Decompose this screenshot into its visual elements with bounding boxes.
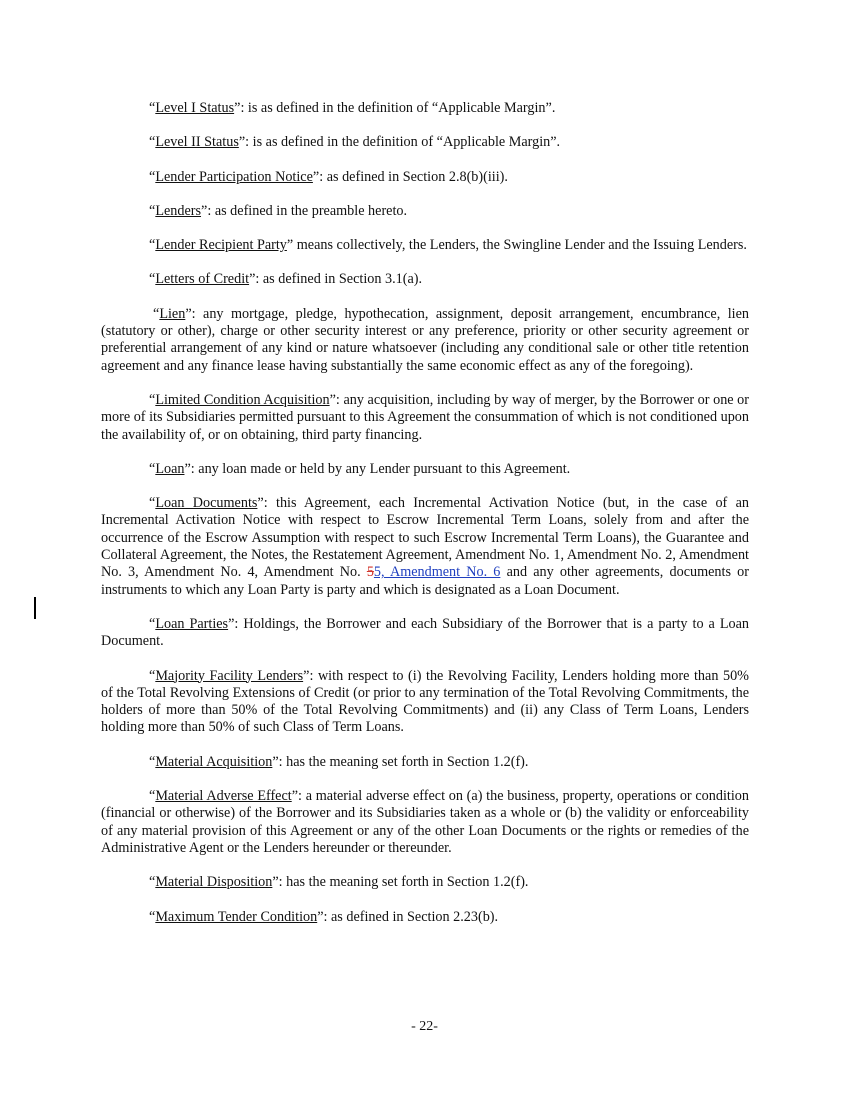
definition-letters-of-credit: “Letters of Credit”: as defined in Section 3.1(a). [149, 271, 423, 288]
definition-maximum-tender-condition: “Maximum Tender Condition”: as defined in Section 2.23(b). [149, 908, 499, 925]
revision-change-bar [34, 597, 36, 619]
defined-term: Level II Status [155, 134, 239, 151]
defined-term: Lender Recipient Party [155, 237, 287, 254]
definition-material-adverse-effect: “Material Adverse Effect”: a material adverse effect on (a) the business, property, operations or condition (financial or otherwise) of the Borrower and its Subsidiaries taken as a whole or (b) the validity or enforceability of any material provision of this Agreement or any of the other Loan Documents or the rights or remedies of the Administrative Agent or the Lenders hereunder or thereunder. [101, 788, 749, 856]
defined-term: Material Adverse Effect [155, 788, 292, 805]
definition-lender-recipient-party: “Lender Recipient Party” means collectively, the Lenders, the Swingline Lender and the Issuing Lenders. [149, 237, 747, 254]
defined-term: Lien [159, 305, 186, 322]
page-number: - 22- [411, 1019, 438, 1034]
defined-term: Loan Documents [155, 495, 258, 512]
defined-term: Level I Status [155, 100, 235, 116]
definition-lender-participation-notice: “Lender Participation Notice”: as defined in Section 2.8(b)(iii). [149, 168, 508, 185]
defined-term: Limited Condition Acquisition [155, 391, 330, 408]
defined-term: Maximum Tender Condition [155, 908, 318, 925]
definition-loan-documents: “Loan Documents”: this Agreement, each Incremental Activation Notice (but, in the case of an Incremental Activation Notice with respect to Escrow Incremental Term Loans, solely from and after the occurrence of the Escrow Assumption with respect to such Escrow Incremental Term Loans), the Guarantee and Collateral Agreement, the Notes, the Restatement Agreement, Amendment No. 1, Amendment No. 2, Amendment No. 3, Amendment No. 4, Amendment No. 55, Amendment No. 6 and any other agreements, documents or instruments to which any Loan Party is party and which is designated as a Loan Document. [101, 495, 749, 598]
definition-material-disposition: “Material Disposition”: has the meaning set forth in Section 1.2(f). [149, 874, 529, 891]
defined-term: Lender Participation Notice [155, 168, 313, 185]
defined-term: Loan [155, 460, 185, 477]
definitions-section [101, 100, 749, 943]
definition-loan: “Loan”: any loan made or held by any Lender pursuant to this Agreement. [149, 460, 571, 477]
definition-limited-condition-acquisition: “Limited Condition Acquisition”: any acquisition, including by way of merger, by the Borrower or one or more of its Subsidiaries permitted pursuant to this Agreement the consummation of which is not conditioned upon the availability of, or on obtaining, third party financing. [101, 391, 749, 443]
defined-term: Lenders [155, 202, 202, 219]
inserted-text: 5, Amendment No. 6 [373, 564, 501, 581]
defined-term: Material Acquisition [155, 753, 273, 770]
definition-level-ii-status: “Level II Status”: is as defined in the definition of “Applicable Margin”. [149, 134, 561, 151]
definition-level-i-status: “Level I Status”: is as defined in the definition of “Applicable Margin”. [149, 100, 556, 116]
definition-majority-facility-lenders: “Majority Facility Lenders”: with respect to (i) the Revolving Facility, Lenders holding more than 50% of the Total Revolving Extensions of Credit (or prior to any termination of the Total Revolving Commitments, the holders of more than 50% of the Total Revolving Commitments) and (ii) any Class of Term Loans, Lenders holding more than 50% of such Class of Term Loans. [101, 667, 749, 736]
definition-loan-parties: “Loan Parties”: Holdings, the Borrower and each Subsidiary of the Borrower that is a party to a Loan Document. [101, 615, 750, 650]
definition-lenders: “Lenders”: as defined in the preamble hereto. [149, 202, 408, 219]
defined-term: Material Disposition [155, 874, 273, 891]
defined-term: Letters of Credit [155, 271, 250, 288]
defined-term: Majority Facility Lenders [155, 667, 304, 684]
defined-term: Loan Parties [155, 615, 229, 632]
definition-material-acquisition: “Material Acquisition”: has the meaning set forth in Section 1.2(f). [149, 753, 529, 770]
definition-lien: “Lien”: any mortgage, pledge, hypothecation, assignment, deposit arrangement, encumbrance, lien (statutory or other), charge or other security interest or any preference, priority or other security agreement or preferential arrangement of any kind or nature whatsoever (including any conditional sale or other title retention agreement and any finance lease having substantially the same economic effect as any of the foregoing). [101, 305, 749, 374]
deleted-text: 5 [366, 564, 374, 581]
